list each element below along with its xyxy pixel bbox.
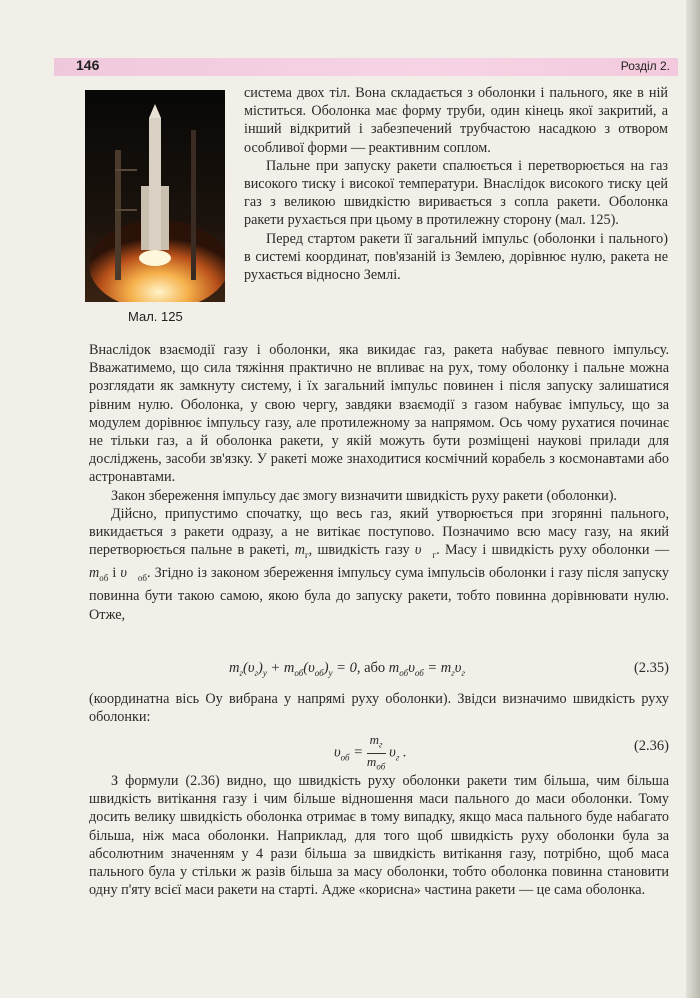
paragraph-1: система двох тіл. Вона складається з оболонки і пального, яке в ній міститься. Оболонка має форму труби, один кінець якої закритий, а інший відкритий і забезпечений трубчастою насадкою з отвором особливої форми — реактивним соплом. [244, 85, 668, 156]
full-width-text-3 [89, 772, 669, 899]
section-label: Розділ 2. [620, 59, 670, 73]
paragraph-5: Дійсно, припустимо спочатку, що весь газ, який утворюється при згорянні пального, викидається з ракети одразу, а не витікає поступово. Позначимо всю масу газу, на який перетворюється пальне в ракеті, $m_г$, швидкість газу $\upsilon⃗_г$. Масу і швидкість руху оболонки — $m_{об}$ і $\upsilon⃗_{об}$. Згідно із законом збереження імпульсу сума імпульсів оболонки і газу після запуску повинна бути такою самою, якою була до запуску ракети, тобто повинна дорівнювати нулю. Отже, [89, 505, 670, 623]
header-bar [54, 58, 678, 76]
paragraph-6: (координатна вісь Oy вибрана у напрямі руху оболонки). Звідси визначимо швидкість руху оболонки: [89, 691, 669, 726]
page-number: 146 [76, 57, 100, 73]
equation-2-36-formula: $\upsilon_{об}$ = $\frac{m_г}{m_{об}}$ $\upsilon_г$ . [334, 732, 407, 772]
paragraph-5-b: швидкість газу [317, 542, 410, 559]
rocket-launch-figure [85, 90, 225, 302]
paragraph-7: З формули (2.36) видно, що швидкість руху оболонки ракети тим більша, чим більша швидкість витікання газу і чим більше відношення маси пального до маси оболонки. Тому досить велику швидкість оболонка отримає в тому випадку, якщо маса пального буде набагато більша, ніж маса оболонки. Наприклад, для того щоб швидкість руху оболонки була за абсолютним значенням у 4 рази більша за швидкість витікання газу, потрібно, щоб маса пального була у стільки ж разів більша за масу оболонки, тобто оболонка повинна становити одну п'яту всієї маси ракети на старті. Адже «корисна» частина ракети — це сама оболонка. [89, 773, 669, 899]
rocket-launch-photo-icon [85, 90, 225, 302]
full-width-text-1 [89, 341, 669, 624]
paragraph-5-a: Дійсно, припустимо спочатку, що весь газ, який утворюється при згорянні пального, викидається з ракети одразу, а не витікає поступово. Позначимо всю масу газу, на який перетворюється пальне в ракеті, [89, 505, 669, 559]
equation-2-36 [89, 732, 669, 772]
paragraph-4: Закон збереження імпульсу дає змогу визначити швидкість руху ракети (оболонки). [111, 487, 617, 504]
page-edge-shadow [686, 0, 700, 998]
full-width-text-2 [89, 690, 669, 726]
paragraph-3a: Перед стартом ракети її загальний імпульс (оболонки і пального) в системі координат, пов'язаній із Землею, дорівнює нулю, ракета не рухається відносно Землі. [244, 230, 668, 284]
paragraph-5-c: . Масу і швидкість руху оболонки — [436, 542, 670, 559]
equation-2-36-number: (2.36) [633, 738, 669, 754]
paragraph-3b: Внаслідок взаємодії газу і оболонки, яка викидає газ, ракета набуває певного імпульсу. Вважатимемо, що сила тяжіння практично не впливає на рух, тому оболонку і пальне можна розглядати як замкнуту систему, і їх загальний імпульс повинен і після запуску залишатися рівним нулю. Оболонка, у свою чергу, завдяки взаємодії з газом набуває імпульсу, що за модулем дорівнює імпульсу газу, але протилежному за напрямом. Ось чому рухатися починає не тільки газ, а й оболонка ракети, у якій можуть бути розміщені наукові прилади для досліджень, засоби зв'язку. У ракеті може знаходитися космічний корабель з космонавтами або астронавтами. [89, 342, 669, 486]
equation-2-35 [89, 660, 669, 682]
figure-caption: Мал. 125 [128, 309, 183, 324]
equation-2-35-number: (2.35) [633, 660, 669, 676]
paragraph-2: Пальне при запуску ракети спалюється і перетворюється на газ високого тиску і високої температури. Внаслідок високого тиску цей газ з великою швидкістю виривається з сопла ракети. Оболонка ракети рухається при цьому в протилежну сторону (мал. 125). [244, 157, 668, 229]
right-column-text [244, 84, 668, 284]
paragraph-5-d: . Згідно із законом збереження імпульсу сума імпульсів оболонки і газу після запуску повинна бути такою самою, якою була до запуску ракети, тобто повинна дорівнювати нулю. Отже, [89, 565, 669, 623]
equation-2-35-formula: $m_г(\upsilon_г)_y + m_{об}(\upsilon_{об})_y = 0$, або $m_{об}\upsilon_{об} = m_г\upsilon_г$ [229, 660, 465, 678]
